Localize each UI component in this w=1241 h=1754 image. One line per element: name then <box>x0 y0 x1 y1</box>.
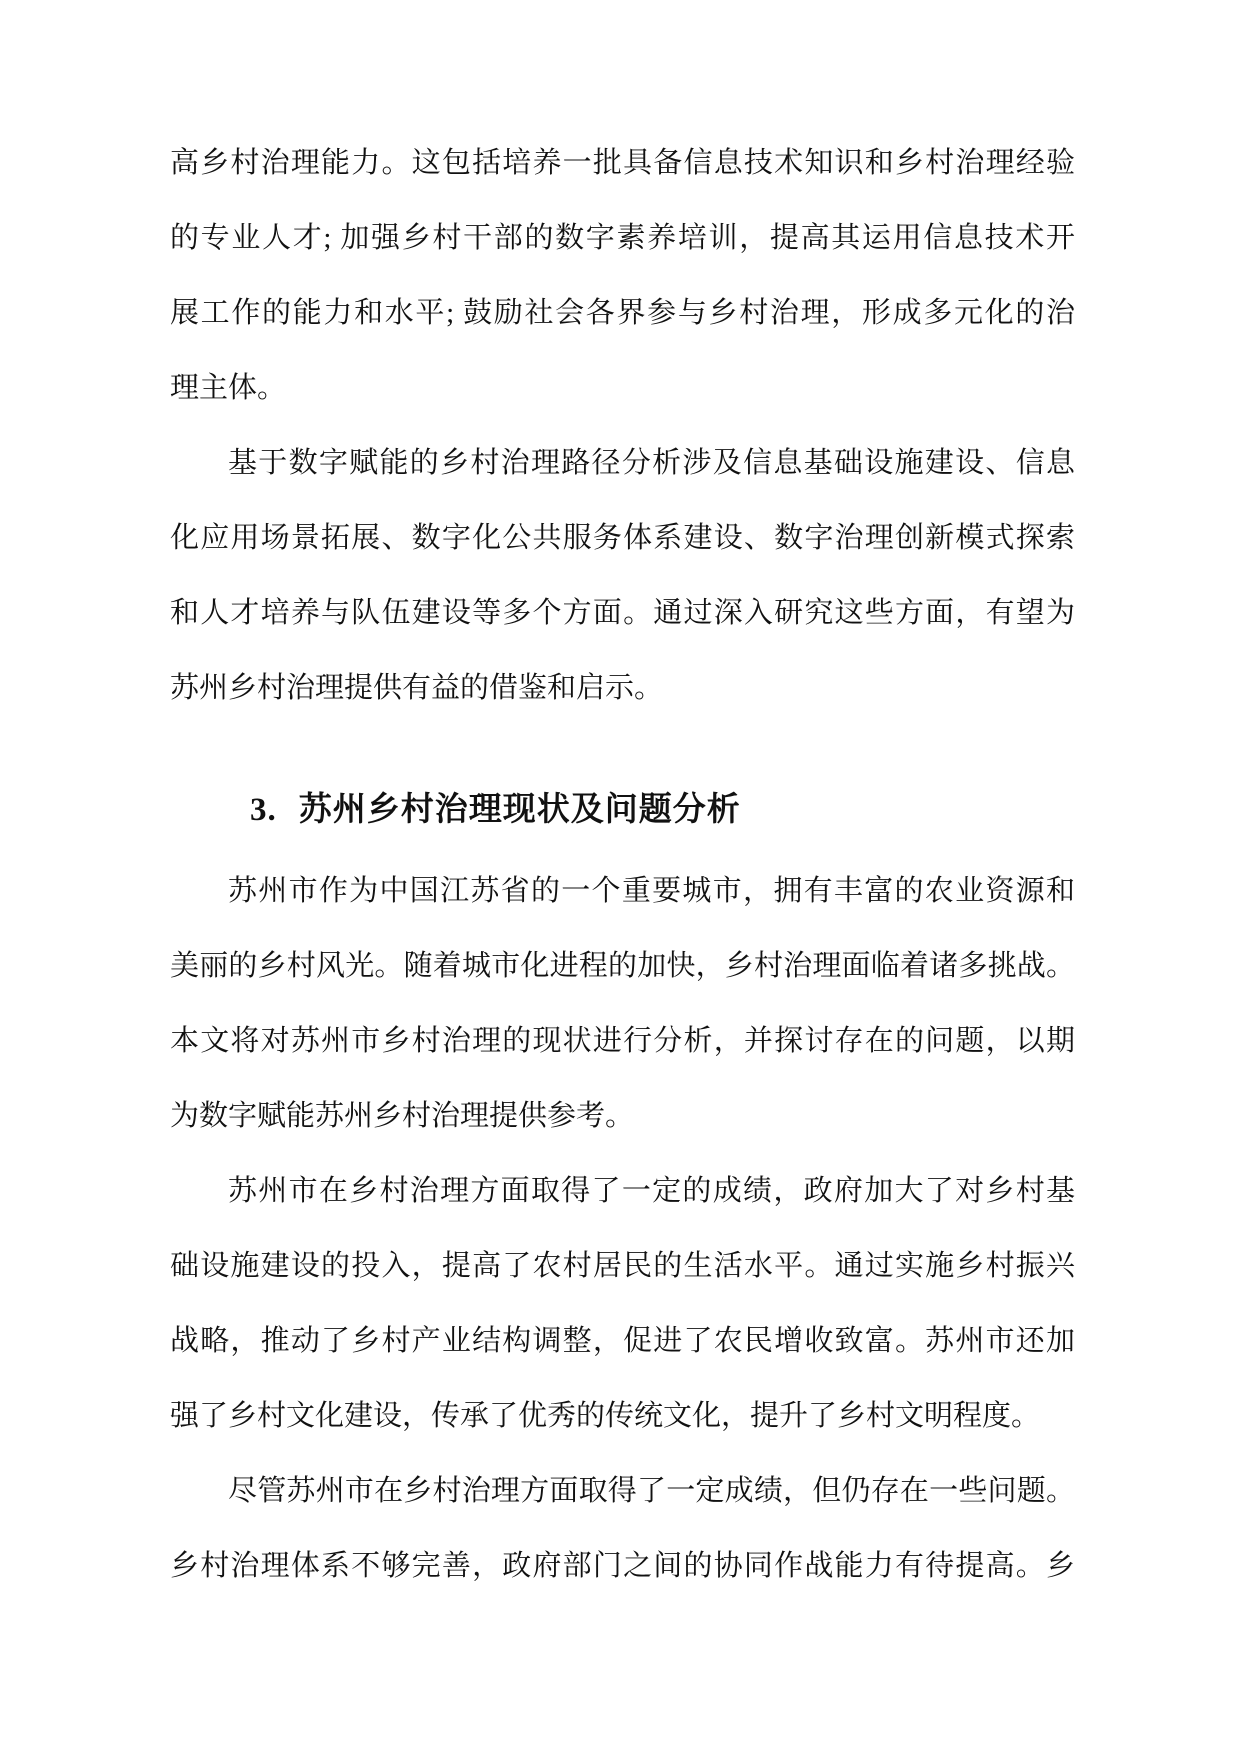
body-line: 础设施建设的投入，提高了农村居民的生活水平。通过实施乡村振兴 <box>170 1250 1075 1282</box>
body-line: 为数字赋能苏州乡村治理提供参考。 <box>170 1100 635 1132</box>
body-line: 尽管苏州市在乡村治理方面取得了一定成绩，但仍存在一些问题。 <box>228 1475 1075 1507</box>
body-line: 苏州乡村治理提供有益的借鉴和启示。 <box>170 672 664 704</box>
section-heading <box>170 784 1075 836</box>
body-line: 展工作的能力和水平; 鼓励社会各界参与乡村治理，形成多元化的治 <box>170 297 1075 329</box>
body-line: 的专业人才; 加强乡村干部的数字素养培训，提高其运用信息技术开 <box>170 222 1075 254</box>
body-line: 苏州市作为中国江苏省的一个重要城市，拥有丰富的农业资源和 <box>228 875 1075 907</box>
body-line: 战略，推动了乡村产业结构调整，促进了农民增收致富。苏州市还加 <box>170 1325 1075 1357</box>
section-heading-number: 3. <box>250 792 277 828</box>
body-line: 化应用场景拓展、数字化公共服务体系建设、数字治理创新模式探索 <box>170 522 1075 554</box>
body-line: 强了乡村文化建设，传承了优秀的传统文化，提升了乡村文明程度。 <box>170 1400 1041 1432</box>
section-heading-title: 苏州乡村治理现状及问题分析 <box>298 792 741 828</box>
paragraph <box>170 854 1075 1154</box>
body-line: 美丽的乡村风光。随着城市化进程的加快，乡村治理面临着诸多挑战。 <box>170 950 1075 982</box>
body-line: 本文将对苏州市乡村治理的现状进行分析，并探讨存在的问题，以期 <box>170 1025 1075 1057</box>
body-line: 苏州市在乡村治理方面取得了一定的成绩，政府加大了对乡村基 <box>228 1175 1075 1207</box>
paragraph <box>170 426 1075 726</box>
body-line: 高乡村治理能力。这包括培养一批具备信息技术知识和乡村治理经验 <box>170 147 1075 179</box>
paragraph <box>170 1154 1075 1454</box>
paragraph <box>170 126 1075 426</box>
paragraph <box>170 1454 1075 1604</box>
document-content <box>170 126 1075 1604</box>
body-line: 基于数字赋能的乡村治理路径分析涉及信息基础设施建设、信息 <box>228 447 1075 479</box>
body-line: 和人才培养与队伍建设等多个方面。通过深入研究这些方面，有望为 <box>170 597 1075 629</box>
body-line: 理主体。 <box>170 372 287 404</box>
body-line: 乡村治理体系不够完善，政府部门之间的协同作战能力有待提高。乡 <box>170 1550 1075 1582</box>
